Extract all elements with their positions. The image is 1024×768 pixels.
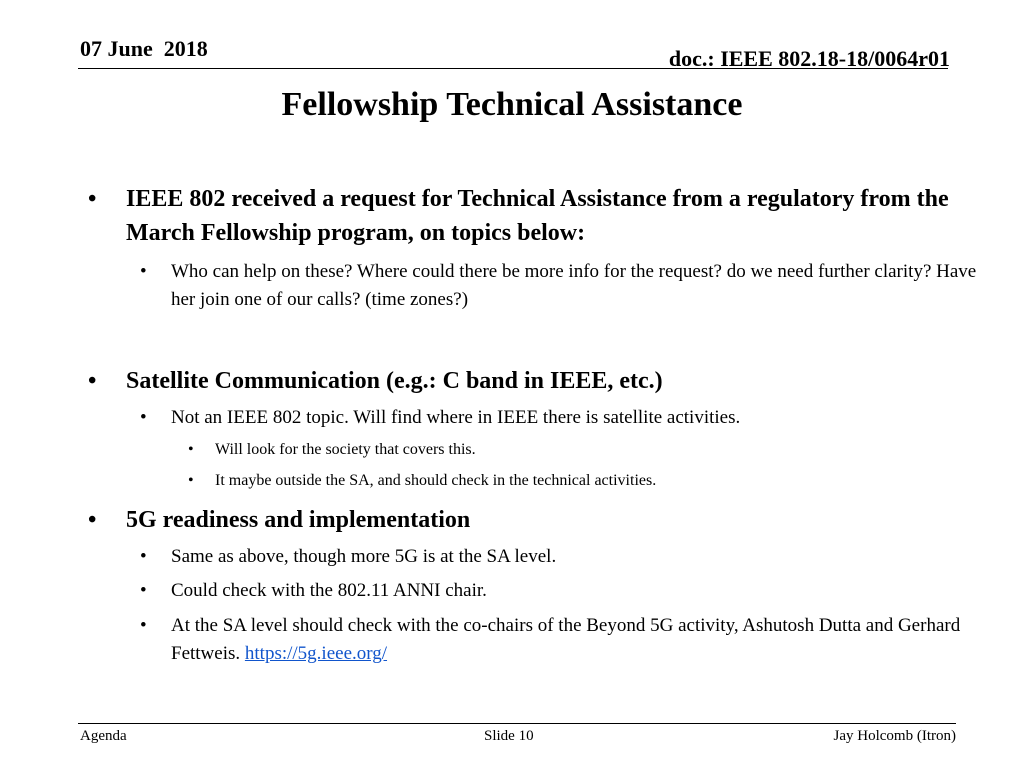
sub-bullet-anni-chair	[140, 577, 980, 605]
bullet-technical-assistance-request	[88, 182, 1008, 250]
bullet-icon: •	[88, 507, 97, 533]
bullet-icon: •	[140, 546, 147, 567]
footer-agenda: Agenda	[80, 728, 127, 744]
bullet-text: Satellite Communication (e.g.: C band in IEEE, etc.)	[126, 368, 663, 394]
footer-author: Jay Holcomb (Itron)	[833, 728, 956, 744]
header-date: 07 June 2018	[80, 36, 208, 61]
bullet-text: Who can help on these? Where could there be more info for the request? do we need further clarity? Have her join one of our calls? (time zones?)	[171, 261, 977, 310]
bullet-icon: •	[140, 580, 147, 601]
5g-ieee-link[interactable]: https://5g.ieee.org/	[244, 643, 388, 664]
sub-sub-bullet-society	[188, 438, 968, 462]
bullet-icon: •	[188, 472, 194, 489]
bullet-icon: •	[140, 615, 147, 636]
bullet-text: It maybe outside the SA, and should check in the technical activities.	[215, 472, 657, 489]
bullet-5g-readiness	[88, 503, 1008, 537]
bullet-text: Could check with the 802.11 ANNI chair.	[171, 580, 487, 601]
bullet-text: At the SA level should check with the co-chairs of the Beyond 5G activity, Ashutosh Dutta and Gerhard Fettweis.	[171, 615, 961, 664]
bullet-text: Will look for the society that covers this.	[215, 441, 476, 458]
bullet-icon: •	[88, 186, 97, 212]
bullet-text: 5G readiness and implementation	[126, 507, 471, 533]
slide-title: Fellowship Technical Assistance	[281, 86, 743, 123]
bullet-text: Same as above, though more 5G is at the SA level.	[171, 546, 557, 567]
header-divider	[78, 68, 948, 69]
sub-bullet-not-802-topic	[140, 404, 980, 432]
bullet-icon: •	[140, 261, 147, 282]
sub-bullet-beyond-5g	[140, 612, 980, 668]
header-doc-id: doc.: IEEE 802.18-18/0064r01	[668, 46, 950, 71]
bullet-text: IEEE 802 received a request for Technical Assistance from a regulatory from the March Fellowship program, on topics below:	[126, 186, 949, 246]
footer-divider	[78, 723, 956, 724]
bullet-icon: •	[140, 407, 147, 428]
sub-bullet-same-as-above	[140, 543, 980, 571]
bullet-satellite-communication	[88, 364, 1008, 398]
footer-slide-number: Slide 10	[484, 728, 534, 744]
sub-bullet-who-can-help	[140, 258, 980, 314]
bullet-icon: •	[88, 368, 97, 394]
bullet-icon: •	[188, 441, 194, 458]
bullet-text-container	[171, 612, 980, 668]
bullet-text: Not an IEEE 802 topic. Will find where in IEEE there is satellite activities.	[171, 407, 741, 428]
sub-sub-bullet-outside-sa	[188, 469, 968, 493]
